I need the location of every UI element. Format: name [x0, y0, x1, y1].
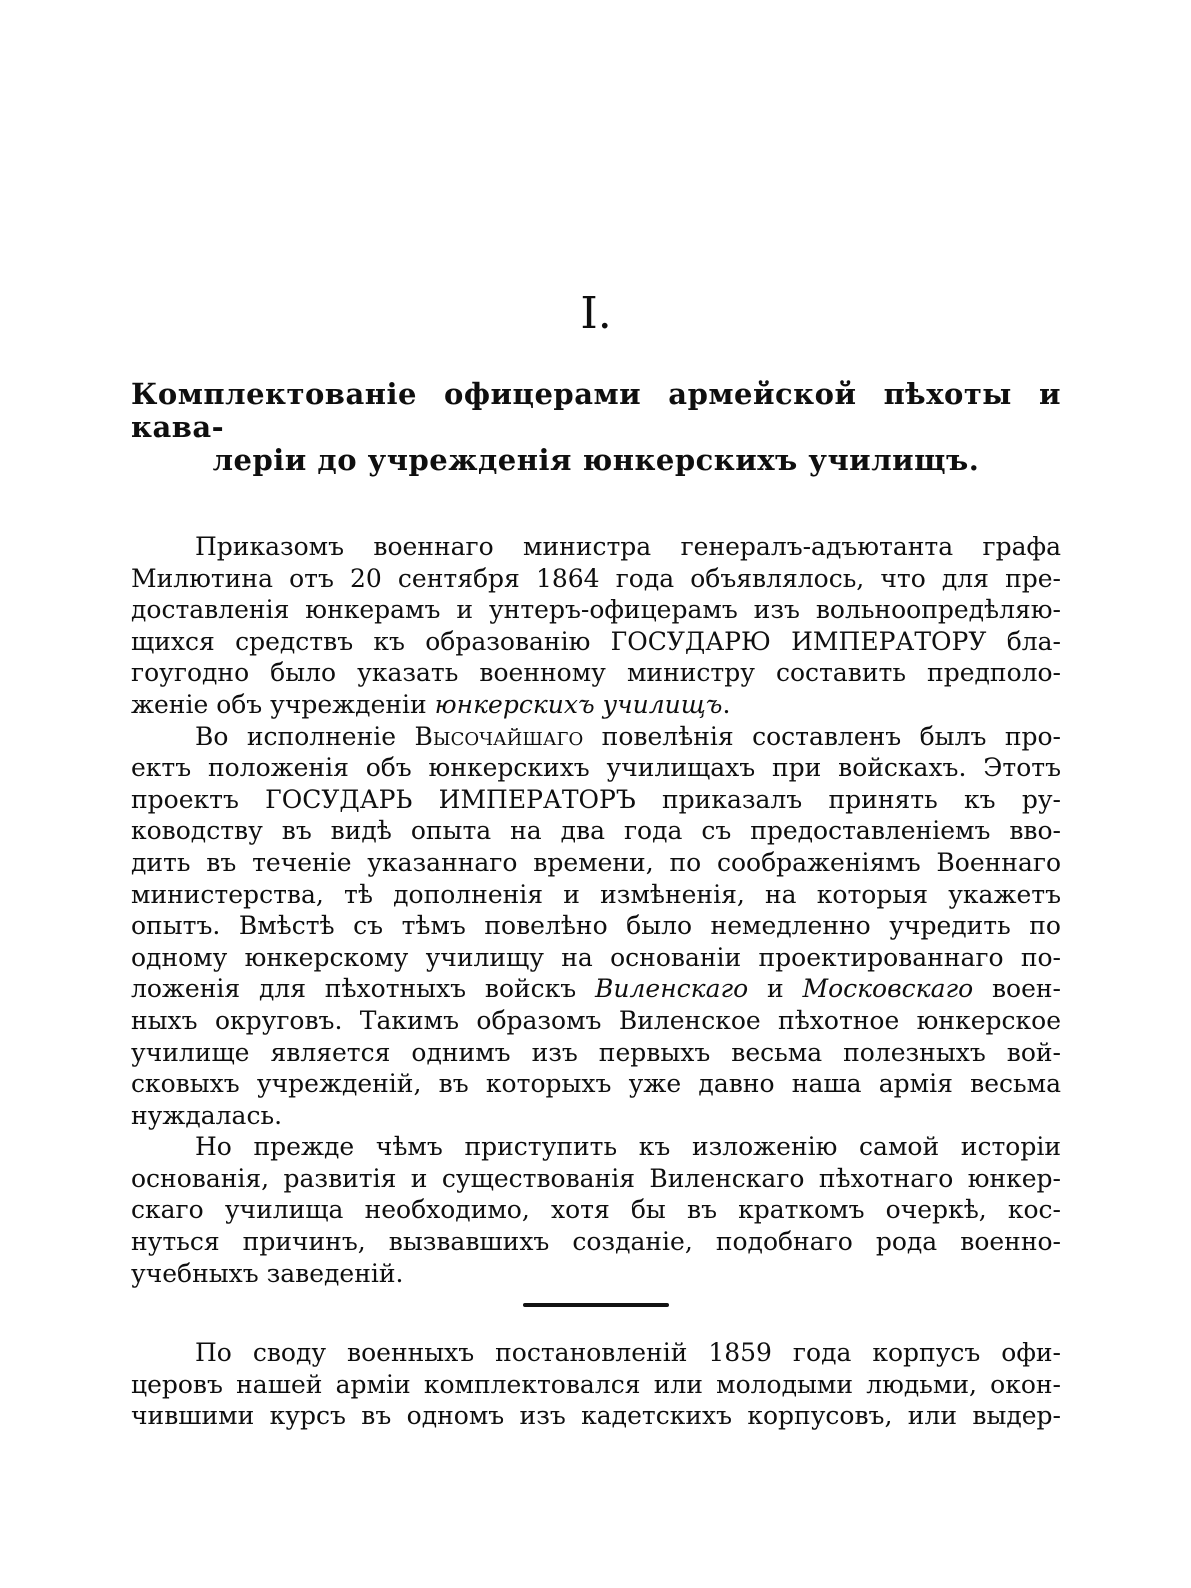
text-segment: церовъ нашей арміи комплектовался или молодыми людьми, окон-	[131, 1369, 1061, 1399]
text-segment: Милютина отъ 20 сентября 1864 года объявлялось, что для пре-	[131, 563, 1061, 593]
italic-text: Московскаго	[802, 974, 974, 1004]
heading-line: леріи до учрежденія юнкерскихъ училищъ.	[212, 443, 980, 477]
text-segment: нуждалась.	[131, 1100, 283, 1130]
text-segment: доставленія юнкерамъ и унтеръ-офицерамъ изъ вольноопредѣляю-	[131, 595, 1061, 625]
text-segment: проектъ ГОСУДАРЬ ИМПЕРАТОРЪ приказалъ принять къ ру-	[131, 784, 1061, 814]
text-line	[131, 1068, 1061, 1100]
text-line	[131, 847, 1061, 879]
text-segment: воен-	[973, 974, 1062, 1004]
text-line	[131, 784, 1061, 816]
text-line	[131, 1258, 1061, 1290]
text-segment: учебныхъ заведеній.	[131, 1258, 404, 1288]
text-segment: скаго училища необходимо, хотя бы въ краткомъ очеркѣ, кос-	[131, 1195, 1061, 1225]
text-line	[131, 973, 1061, 1005]
italic-text: Виленскаго	[595, 974, 749, 1004]
text-line	[131, 721, 1061, 753]
text-segment: чившими курсъ въ одномъ изъ кадетскихъ корпусовъ, или выдер-	[131, 1401, 1061, 1431]
heading-line: Комплектованіе офицерами армейской пѣхоты и кава-	[131, 377, 1061, 444]
text-segment: Но прежде чѣмъ приступить къ изложенію самой исторіи	[195, 1132, 1061, 1162]
text-line	[131, 1337, 1061, 1369]
text-segment: опытъ. Вмѣстѣ съ тѣмъ повелѣно было немедленно учредить по	[131, 911, 1061, 941]
text-segment: и	[748, 974, 803, 1004]
paragraph	[131, 1131, 1061, 1289]
text-segment: Во исполненіе	[195, 721, 415, 751]
text-segment: ководству въ видѣ опыта на два года съ предоставленіемъ вво-	[131, 816, 1061, 846]
text-line	[131, 657, 1061, 689]
text-line	[131, 1037, 1061, 1069]
text-segment: По своду военныхъ постановленій 1859 года корпусъ офи-	[195, 1338, 1061, 1368]
text-line	[131, 531, 1061, 563]
text-segment: министерства, тѣ дополненія и измѣненія, на которыя укажетъ	[131, 879, 1061, 909]
text-segment: основанія, развитія и существованія Виленскаго пѣхотнаго юнкер-	[131, 1163, 1061, 1193]
text-line	[131, 1369, 1061, 1401]
text-line	[131, 752, 1061, 784]
text-segment: училище является однимъ изъ первыхъ весьма полезныхъ вой-	[131, 1037, 1061, 1067]
text-segment: дить въ теченіе указаннаго времени, по соображеніямъ Военнаго	[131, 847, 1061, 877]
text-line	[131, 689, 1061, 721]
text-segment: щихся средствъ къ образованію ГОСУДАРЮ ИМПЕРАТОРУ бла-	[131, 626, 1061, 656]
text-line	[131, 942, 1061, 974]
text-line	[131, 1131, 1061, 1163]
text-segment: Приказомъ военнаго министра генералъ-адъютанта графа	[195, 532, 1061, 561]
section-divider	[523, 1303, 669, 1307]
text-line	[131, 626, 1061, 658]
body-text-after-divider	[131, 1337, 1061, 1432]
paragraph	[131, 1337, 1061, 1432]
text-line	[131, 910, 1061, 942]
text-line	[131, 1100, 1061, 1132]
text-line	[131, 594, 1061, 626]
text-segment: ектъ положенія объ юнкерскихъ училищахъ при войскахъ. Этотъ	[131, 753, 1061, 783]
section-number: I.	[580, 288, 612, 339]
text-line	[131, 1005, 1061, 1037]
italic-text: юнкерскихъ училищъ	[434, 689, 723, 719]
smallcaps-text: Высочайшаго	[414, 721, 584, 751]
text-line	[131, 879, 1061, 911]
text-segment: одному юнкерскому училищу на основаніи проектированнаго по-	[131, 942, 1061, 972]
chapter-heading	[131, 378, 1061, 477]
text-line	[131, 1400, 1061, 1432]
paragraph	[131, 721, 1061, 1132]
text-segment: повелѣнія составленъ былъ про-	[583, 721, 1061, 751]
text-segment: ныхъ округовъ. Такимъ образомъ Виленское пѣхотное юнкерское	[131, 1005, 1061, 1035]
text-segment: женіе объ учрежденіи	[131, 689, 435, 719]
text-line	[131, 1226, 1061, 1258]
body-text	[131, 531, 1061, 1289]
text-line	[131, 1194, 1061, 1226]
text-line	[131, 1163, 1061, 1195]
text-segment: гоугодно было указать военному министру составить предполо-	[131, 658, 1061, 688]
paragraph	[131, 531, 1061, 721]
text-line	[131, 563, 1061, 595]
text-line	[131, 815, 1061, 847]
text-segment: сковыхъ учрежденій, въ которыхъ уже давно наша армія весьма	[131, 1069, 1061, 1099]
text-segment: нуться причинъ, вызвавшихъ созданіе, подобнаго рода военно-	[131, 1227, 1061, 1257]
text-segment: ложенія для пѣхотныхъ войскъ	[131, 974, 596, 1004]
text-segment: .	[722, 689, 731, 719]
